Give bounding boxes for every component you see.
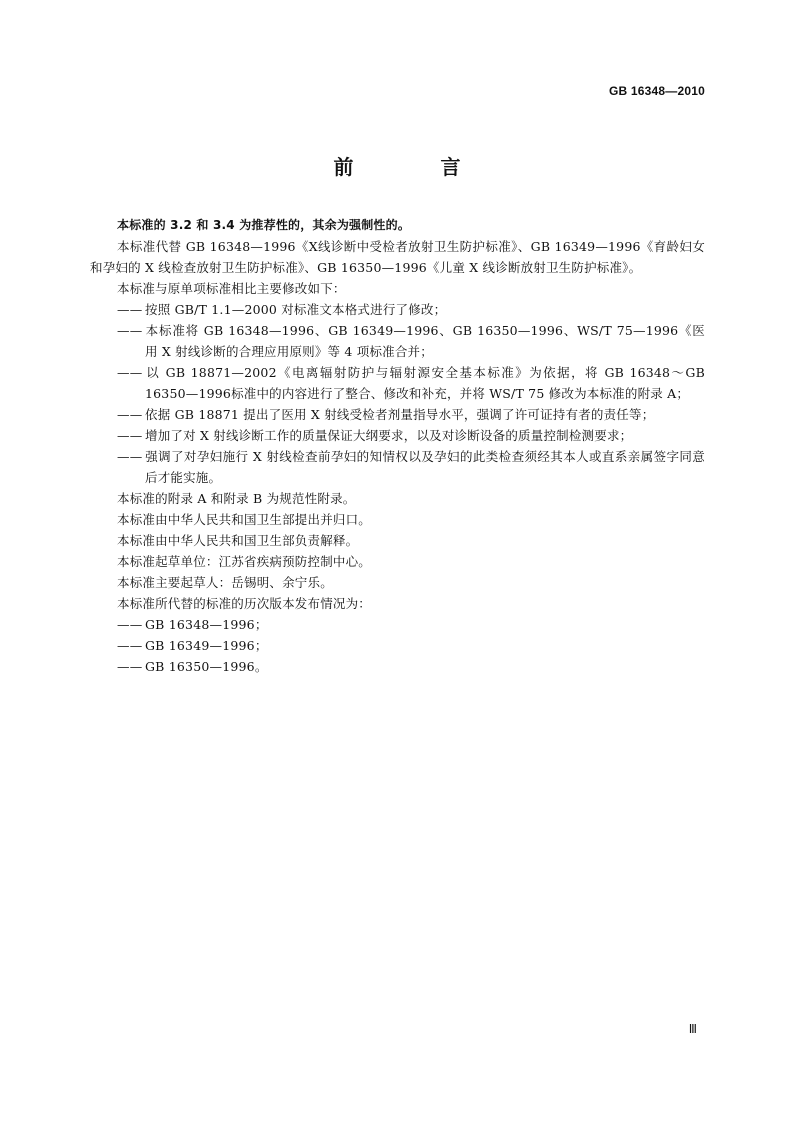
change-item-text: 本标准将 GB 16348—1996、GB 16349—1996、GB 16350—1996、WS/T 75—1996《医用 X 射线诊断的合理应用原则》等 4 项标准合并； — [145, 323, 705, 359]
dash-mark: —— — [117, 323, 143, 338]
paragraph-drafters: 本标准主要起草人：岳锡明、余宁乐。 — [117, 575, 333, 590]
change-item-text: 依据 GB 18871 提出了医用 X 射线受检者剂量指导水平，强调了许可证持有者的责任等； — [145, 407, 655, 422]
dash-mark: —— — [117, 617, 143, 632]
page-number: Ⅲ — [688, 1022, 697, 1036]
paragraph-replaces: 本标准代替 GB 16348—1996《X线诊断中受检者放射卫生防护标准》、GB 16349—1996《育龄妇女和孕妇的 X 线检查放射卫生防护标准》、GB 16350—1996《儿童 X 线诊断放射卫生防护标准》。 — [90, 239, 705, 275]
paragraph-changes-intro: 本标准与原单项标准相比主要修改如下： — [117, 281, 346, 296]
dash-mark: —— — [117, 302, 143, 317]
change-item-text: 增加了对 X 射线诊断工作的质量保证大纲要求，以及对诊断设备的质量控制检测要求； — [145, 428, 633, 443]
history-item — [90, 635, 705, 656]
change-item-text: 以 GB 18871—2002《电离辐射防护与辐射源安全基本标准》为依据，将 GB 16348～GB 16350—1996标准中的内容进行了整合、修改和补充，并将 WS/T 75 修改为本标准的附录 A； — [145, 365, 705, 401]
change-item — [90, 299, 705, 320]
dash-mark: —— — [117, 407, 143, 422]
change-item — [90, 404, 705, 425]
history-item-text: GB 16349—1996； — [145, 638, 268, 653]
paragraph-recommended-clauses: 本标准的 3.2 和 3.4 为推荐性的，其余为强制性的。 — [117, 218, 411, 232]
dash-mark: —— — [117, 638, 143, 653]
change-item-text: 按照 GB/T 1.1—2000 对标准文本格式进行了修改； — [145, 302, 447, 317]
dash-mark: —— — [117, 659, 143, 674]
paragraph-interpreter: 本标准由中华人民共和国卫生部负责解释。 — [117, 533, 359, 548]
dash-mark: —— — [117, 365, 143, 380]
change-item-text: 强调了对孕妇施行 X 射线检查前孕妇的知情权以及孕妇的此类检查须经其本人或直系亲属签字同意后才能实施。 — [145, 449, 705, 485]
standard-code: GB 16348—2010 — [609, 84, 705, 98]
change-item — [90, 446, 705, 488]
paragraph-appendix: 本标准的附录 A 和附录 B 为规范性附录。 — [117, 491, 356, 506]
page-title: 前 言 — [333, 155, 501, 179]
history-item-text: GB 16350—1996。 — [145, 659, 268, 674]
history-item-text: GB 16348—1996； — [145, 617, 268, 632]
change-item — [90, 425, 705, 446]
dash-mark: —— — [117, 428, 143, 443]
dash-mark: —— — [117, 449, 143, 464]
paragraph-drafting-unit: 本标准起草单位：江苏省疾病预防控制中心。 — [117, 554, 372, 569]
change-item — [90, 362, 705, 404]
paragraph-proposer: 本标准由中华人民共和国卫生部提出并归口。 — [117, 512, 372, 527]
paragraph-history-intro: 本标准所代替的标准的历次版本发布情况为： — [117, 596, 372, 611]
change-item — [90, 320, 705, 362]
foreword-body — [90, 215, 705, 677]
history-item — [90, 656, 705, 677]
history-item — [90, 614, 705, 635]
